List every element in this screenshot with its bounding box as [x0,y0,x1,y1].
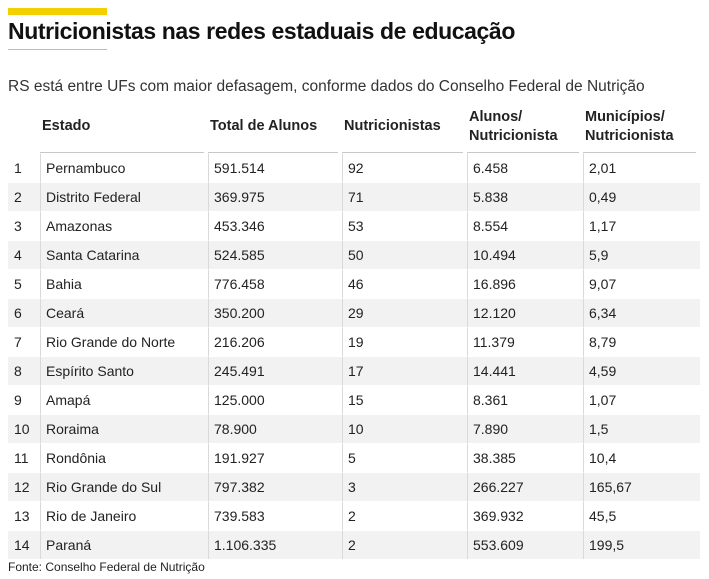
table-row [8,385,700,414]
cell-state: Rio Grande do Norte [40,327,208,356]
cell-nutritionists: 2 [342,530,467,559]
cell-total-students: 453.346 [208,211,342,240]
cell-rank: 10 [8,414,40,443]
column-header-rank [8,102,40,153]
cell-state: Santa Catarina [40,240,208,269]
cell-rank: 3 [8,211,40,240]
table-row [8,443,700,472]
cell-municipalities-per-nutritionist: 8,79 [583,327,700,356]
data-table [8,102,700,559]
cell-nutritionists: 19 [342,327,467,356]
cell-municipalities-per-nutritionist: 10,4 [583,443,700,472]
cell-state: Amapá [40,385,208,414]
table-row [8,298,700,327]
cell-rank: 11 [8,443,40,472]
column-header-students-per-nutritionist: Alunos/ Nutricionista [467,102,583,153]
cell-municipalities-per-nutritionist: 1,17 [583,211,700,240]
cell-total-students: 125.000 [208,385,342,414]
table-row [8,356,700,385]
cell-students-per-nutritionist: 8.554 [467,211,583,240]
cell-students-per-nutritionist: 38.385 [467,443,583,472]
table-row [8,240,700,269]
cell-students-per-nutritionist: 11.379 [467,327,583,356]
cell-state: Roraima [40,414,208,443]
column-header-nutritionists: Nutricionistas [342,102,467,153]
cell-municipalities-per-nutritionist: 9,07 [583,269,700,298]
cell-total-students: 191.927 [208,443,342,472]
cell-rank: 13 [8,501,40,530]
cell-nutritionists: 71 [342,182,467,211]
cell-students-per-nutritionist: 369.932 [467,501,583,530]
cell-rank: 2 [8,182,40,211]
cell-municipalities-per-nutritionist: 165,67 [583,472,700,501]
cell-nutritionists: 10 [342,414,467,443]
cell-students-per-nutritionist: 5.838 [467,182,583,211]
cell-total-students: 245.491 [208,356,342,385]
cell-state: Bahia [40,269,208,298]
cell-rank: 14 [8,530,40,559]
cell-state: Rio de Janeiro [40,501,208,530]
cell-state: Paraná [40,530,208,559]
table-row [8,182,700,211]
chart-title: Nutricionistas nas redes estaduais de educação [8,18,515,44]
column-header-state: Estado [40,102,208,153]
cell-state: Rondônia [40,443,208,472]
cell-rank: 12 [8,472,40,501]
cell-nutritionists: 92 [342,153,467,182]
cell-total-students: 591.514 [208,153,342,182]
cell-total-students: 776.458 [208,269,342,298]
table-row [8,530,700,559]
cell-students-per-nutritionist: 7.890 [467,414,583,443]
cell-rank: 6 [8,298,40,327]
cell-rank: 8 [8,356,40,385]
column-header-municipalities-per-nutritionist: Municípios/ Nutricionista [583,102,700,153]
cell-municipalities-per-nutritionist: 6,34 [583,298,700,327]
cell-nutritionists: 53 [342,211,467,240]
table-header-row [8,102,700,153]
cell-state: Ceará [40,298,208,327]
chart-subtitle: RS está entre UFs com maior defasagem, conforme dados do Conselho Federal de Nutrição [8,78,645,95]
accent-bar [8,8,107,15]
table-row [8,414,700,443]
cell-state: Distrito Federal [40,182,208,211]
table-row [8,211,700,240]
cell-students-per-nutritionist: 8.361 [467,385,583,414]
cell-total-students: 1.106.335 [208,530,342,559]
cell-nutritionists: 3 [342,472,467,501]
title-divider [8,49,107,50]
table-body [8,153,700,559]
cell-students-per-nutritionist: 553.609 [467,530,583,559]
cell-students-per-nutritionist: 14.441 [467,356,583,385]
table-row [8,327,700,356]
cell-nutritionists: 2 [342,501,467,530]
table-row [8,472,700,501]
cell-total-students: 524.585 [208,240,342,269]
cell-state: Amazonas [40,211,208,240]
cell-state: Espírito Santo [40,356,208,385]
cell-total-students: 797.382 [208,472,342,501]
cell-state: Pernambuco [40,153,208,182]
cell-municipalities-per-nutritionist: 1,07 [583,385,700,414]
table-row [8,153,700,182]
cell-rank: 4 [8,240,40,269]
cell-rank: 7 [8,327,40,356]
cell-rank: 1 [8,153,40,182]
cell-students-per-nutritionist: 12.120 [467,298,583,327]
cell-municipalities-per-nutritionist: 0,49 [583,182,700,211]
column-header-total-students: Total de Alunos [208,102,342,153]
cell-students-per-nutritionist: 266.227 [467,472,583,501]
cell-students-per-nutritionist: 10.494 [467,240,583,269]
cell-nutritionists: 46 [342,269,467,298]
cell-nutritionists: 50 [342,240,467,269]
cell-total-students: 78.900 [208,414,342,443]
source-note: Fonte: Conselho Federal de Nutrição [8,560,205,574]
cell-nutritionists: 17 [342,356,467,385]
cell-municipalities-per-nutritionist: 2,01 [583,153,700,182]
cell-rank: 5 [8,269,40,298]
cell-nutritionists: 5 [342,443,467,472]
cell-state: Rio Grande do Sul [40,472,208,501]
cell-municipalities-per-nutritionist: 5,9 [583,240,700,269]
cell-total-students: 369.975 [208,182,342,211]
cell-total-students: 216.206 [208,327,342,356]
cell-total-students: 739.583 [208,501,342,530]
cell-municipalities-per-nutritionist: 1,5 [583,414,700,443]
cell-municipalities-per-nutritionist: 45,5 [583,501,700,530]
cell-rank: 9 [8,385,40,414]
table-row [8,269,700,298]
cell-nutritionists: 15 [342,385,467,414]
cell-nutritionists: 29 [342,298,467,327]
cell-total-students: 350.200 [208,298,342,327]
cell-municipalities-per-nutritionist: 4,59 [583,356,700,385]
cell-municipalities-per-nutritionist: 199,5 [583,530,700,559]
cell-students-per-nutritionist: 16.896 [467,269,583,298]
table-row [8,501,700,530]
cell-students-per-nutritionist: 6.458 [467,153,583,182]
